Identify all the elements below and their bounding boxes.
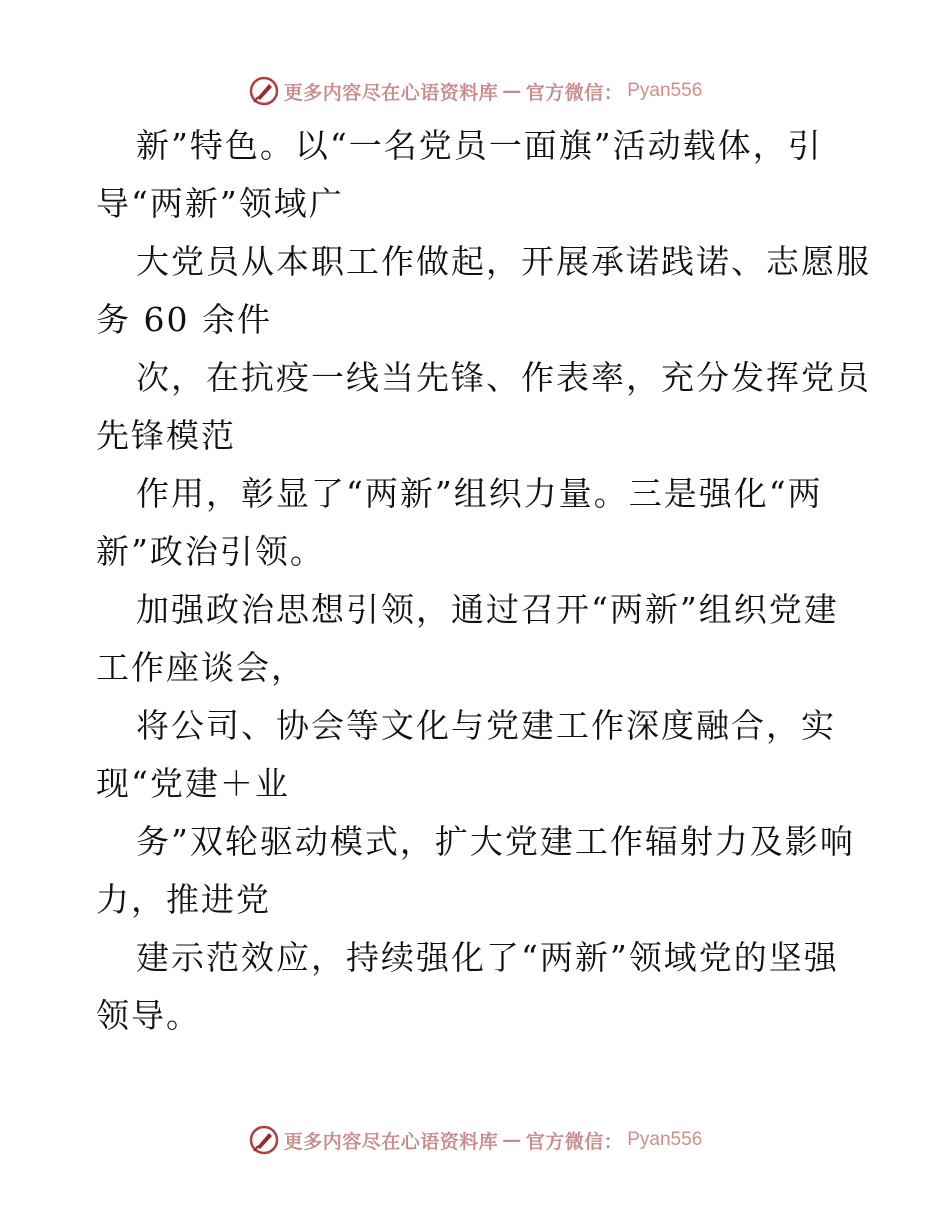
paragraph bbox=[96, 233, 871, 349]
paragraph bbox=[96, 929, 856, 1045]
paragraph-line: 次，在抗疫一线当先锋、作表率，充分发挥党员 bbox=[136, 358, 871, 397]
paragraph bbox=[96, 465, 856, 581]
paragraph-line: 作用，彰显了“两新”组织力量。三是强化“两 bbox=[136, 474, 823, 513]
quill-logo-icon bbox=[248, 75, 280, 107]
quill-logo-icon bbox=[248, 1124, 280, 1156]
watermark-separator: — bbox=[502, 80, 522, 102]
paragraph-line: 建示范效应，持续强化了“两新”领域党的坚强 bbox=[136, 938, 839, 977]
paragraph-line: 导“两新”领域广 bbox=[96, 184, 344, 223]
paragraph-line: 将公司、协会等文化与党建工作深度融合，实 bbox=[136, 706, 836, 745]
watermark-site-text: 更多内容尽在心语资料库 bbox=[283, 81, 499, 104]
paragraph-line: 工作座谈会， bbox=[96, 648, 306, 687]
paragraph bbox=[96, 697, 856, 813]
paragraph bbox=[96, 581, 856, 697]
footer-watermark bbox=[0, 1120, 950, 1160]
watermark-separator: — bbox=[502, 1129, 522, 1151]
paragraph-line: 新”政治引领。 bbox=[96, 532, 325, 571]
paragraph-line: 大党员从本职工作做起，开展承诺践诺、志愿服 bbox=[136, 242, 871, 281]
paragraph-line: 务”双轮驱动模式，扩大党建工作辐射力及影响 bbox=[136, 822, 855, 861]
watermark-label: 官方微信： bbox=[525, 1130, 624, 1153]
paragraph bbox=[96, 117, 856, 233]
paragraph-line: 力，推进党 bbox=[96, 880, 271, 919]
document-body bbox=[96, 117, 871, 1045]
paragraph bbox=[96, 813, 856, 929]
header-watermark bbox=[0, 71, 950, 111]
paragraph-line: 领导。 bbox=[96, 996, 201, 1035]
watermark-site-text: 更多内容尽在心语资料库 bbox=[283, 1130, 499, 1153]
paragraph-line: 现“党建＋业 bbox=[96, 764, 290, 803]
paragraph-line: 加强政治思想引领，通过召开“两新”组织党建 bbox=[136, 590, 839, 629]
watermark-account: Pyan556 bbox=[627, 1129, 703, 1150]
paragraph-line: 先锋模范 bbox=[96, 416, 236, 455]
watermark-label: 官方微信： bbox=[525, 81, 624, 104]
paragraph-line: 务 60 余件 bbox=[96, 300, 272, 339]
paragraph bbox=[96, 349, 871, 465]
watermark-account: Pyan556 bbox=[627, 80, 703, 101]
paragraph-line: 新”特色。以“一名党员一面旗”活动载体，引 bbox=[136, 126, 823, 165]
